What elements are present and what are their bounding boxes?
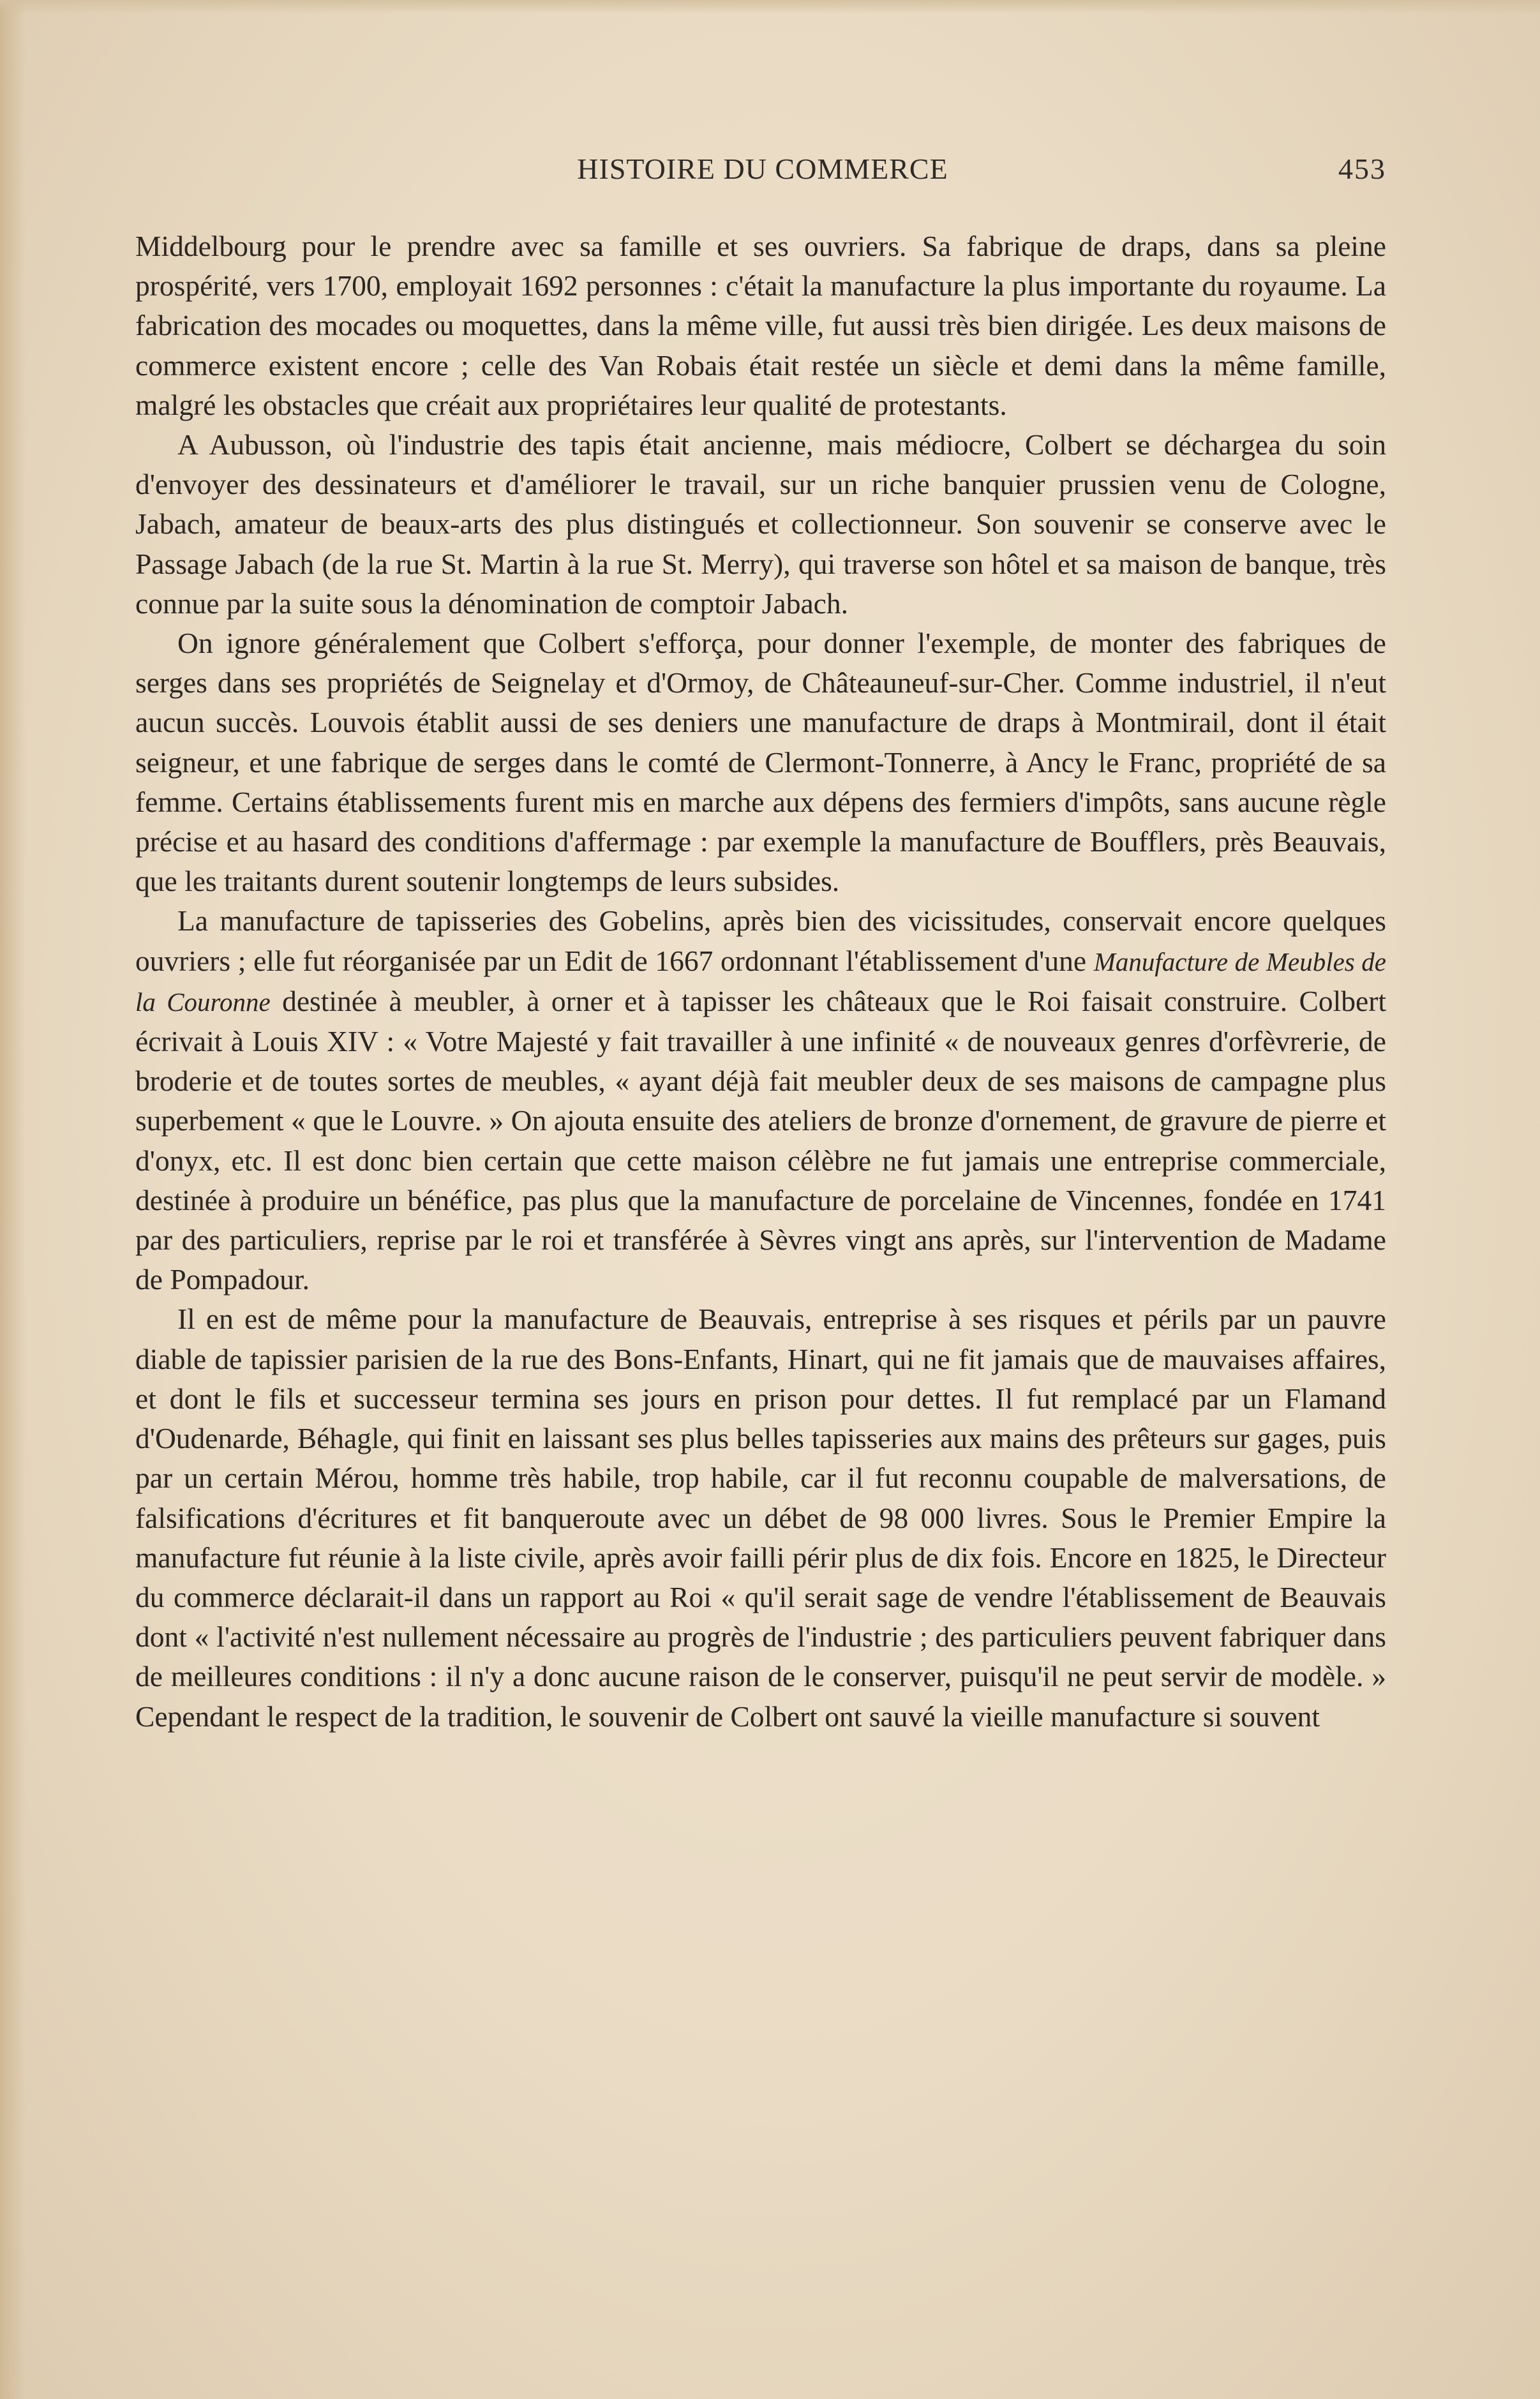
running-title: HISTOIRE DU COMMERCE bbox=[577, 153, 948, 185]
gobelins-text-before: La manufacture de tapisseries des Gobelins, après bien des vicissitudes, conservait encore quelques ouvriers ; elle fut réorganisée par un Edit de 1667 ordonnant l'établissement d'une bbox=[135, 904, 1386, 977]
paragraph-continued: Middelbourg pour le prendre avec sa famille et ses ouvriers. Sa fabrique de draps, dans sa pleine prospérité, vers 1700, employait 1692 personnes : c'était la manufacture la plus importante du royaume. La fabrication des mocades ou moquettes, dans la même ville, fut aussi très bien dirigée. Les deux maisons de commerce existent encore ; celle des Van Robais était restée un siècle et demi dans la même famille, malgré les obstacles que créait aux propriétaires leur qualité de protestants. bbox=[135, 230, 1386, 421]
paragraph-colbert-serges: On ignore généralement que Colbert s'efforça, pour donner l'exemple, de monter des fabriques de serges dans ses propriétés de Seignelay et d'Ormoy, de Châteauneuf-sur-Cher. Comme industriel, il n'eut aucun succès. Louvois établit aussi de ses deniers une manufacture de draps à Montmirail, dont il était seigneur, et une fabrique de serges dans le comté de Clermont-Tonnerre, à Ancy le Franc, propriété de sa femme. Certains établissements furent mis en marche aux dépens des fermiers d'impôts, sans aucune règle précise et au hasard des conditions d'affermage : par exemple la manufacture de Boufflers, près Beauvais, que les traitants durent soutenir longtemps de leurs subsides. bbox=[135, 627, 1386, 898]
body-text bbox=[135, 227, 1386, 1737]
paragraph-aubusson: A Aubusson, où l'industrie des tapis était ancienne, mais médiocre, Colbert se déchargea du soin d'envoyer des dessinateurs et d'améliorer le travail, sur un riche banquier prussien venu de Cologne, Jabach, amateur de beaux-arts des plus distingués et collectionneur. Son souvenir se conserve avec le Passage Jabach (de la rue St. Martin à la rue St. Merry), qui traverse son hôtel et sa maison de banque, très connue par la suite sous la dénomination de comptoir Jabach. bbox=[135, 428, 1386, 620]
paragraph-gobelins bbox=[135, 901, 1386, 1299]
gobelins-italic-title: Manufacture de Meubles de la Couronne bbox=[135, 946, 1386, 1017]
gobelins-text-after: destinée à meubler, à orner et à tapisser les châteaux que le Roi faisait construire. Colbert écrivait à Louis XIV : « Votre Majesté y fait travailler à une infinité « de nouveaux genres d'orfèvrerie, de broderie et de toutes sortes de meubles, « ayant déjà fait meubler deux de ses maisons de campagne plus superbement « que le Louvre. » On ajouta ensuite des ateliers de bronze d'ornement, de gravure de pierre et d'onyx, etc. Il est donc bien certain que cette maison célèbre ne fut jamais une entreprise commerciale, destinée à produire un bénéfice, pas plus que la manufacture de porcelaine de Vincennes, fondée en 1741 par des particuliers, reprise par le roi et transférée à Sèvres vingt ans après, sur l'intervention de Madame de Pompadour. bbox=[135, 984, 1386, 1296]
paragraph-beauvais: Il en est de même pour la manufacture de Beauvais, entreprise à ses risques et périls par un pauvre diable de tapissier parisien de la rue des Bons-Enfants, Hinart, qui ne fit jamais que de mauvaises affaires, et dont le fils et successeur termina ses jours en prison pour dettes. Il fut remplacé par un Flamand d'Oudenarde, Béhagle, qui finit en laissant ses plus belles tapisseries aux mains des prêteurs sur gages, puis par un certain Mérou, homme très habile, trop habile, car il fut reconnu coupable de malversations, de falsifications d'écritures et fit banqueroute avec un débet de 98 000 livres. Sous le Premier Empire la manufacture fut réunie à la liste civile, après avoir failli périr plus de dix fois. Encore en 1825, le Directeur du commerce déclarait-il dans un rapport au Roi « qu'il serait sage de vendre l'établissement de Beauvais dont « l'activité n'est nullement nécessaire au progrès de l'industrie ; des particuliers peuvent fabriquer dans de meilleures conditions : il n'y a donc aucune raison de le conserver, puisqu'il ne peut servir de modèle. » Cependant le respect de la tradition, le souvenir de Colbert ont sauvé la vieille manufacture si souvent bbox=[135, 1303, 1386, 1733]
running-head bbox=[139, 152, 1386, 197]
page-number: 453 bbox=[1338, 153, 1386, 185]
